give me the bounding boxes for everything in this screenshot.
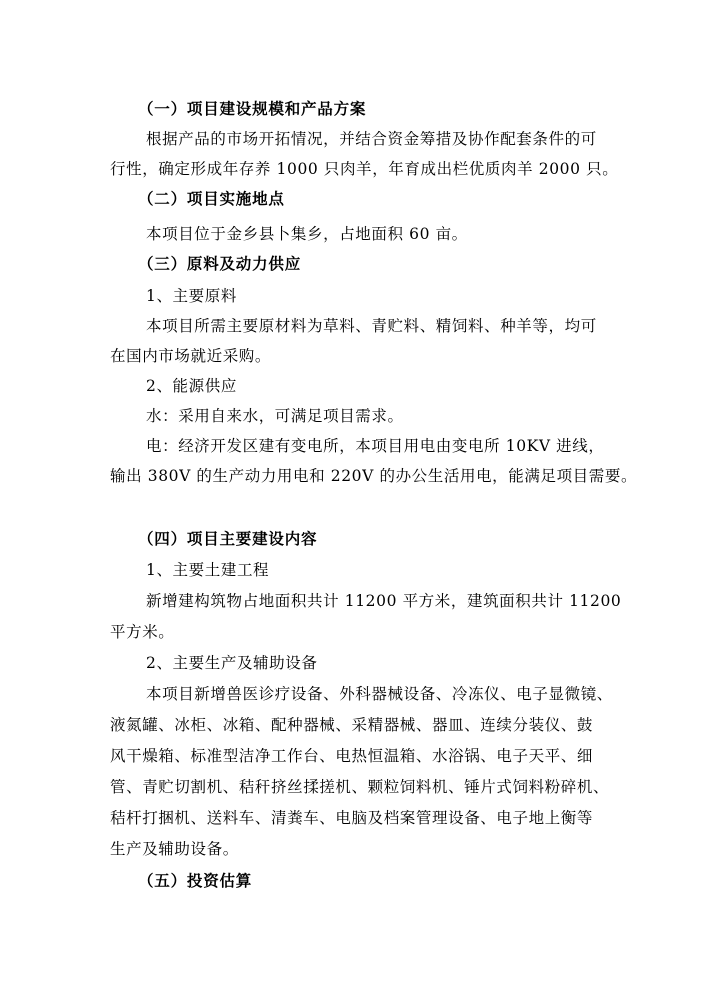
section-heading-construction: （四）项目主要建设内容 [138,530,318,548]
subheading-energy: 2、能源供应 [146,377,237,395]
section-heading-location: （二）项目实施地点 [138,190,285,208]
subheading-equipment: 2、主要生产及辅助设备 [146,654,318,672]
paragraph-line: 根据产品的市场开拓情况，并结合资金筹措及协作配套条件的可 [146,130,597,148]
subheading-civil-works: 1、主要土建工程 [146,561,270,579]
paragraph-line: 电：经济开发区建有变电所，本项目用电由变电所 10KV 进线， [146,437,605,455]
paragraph-line: 新增建构筑物占地面积共计 11200 平方米，建筑面积共计 11200 [146,592,622,610]
subheading-materials: 1、主要原料 [146,287,237,305]
paragraph-line: 水：采用自来水，可满足项目需求。 [146,407,404,425]
section-heading-investment: （五）投资估算 [138,872,253,890]
section-heading-supply: （三）原料及动力供应 [138,255,302,273]
paragraph-line: 生产及辅助设备。 [110,840,239,858]
paragraph-line: 输出 380V 的生产动力用电和 220V 的办公生活用电，能满足项目需要。 [110,467,638,485]
paragraph-line: 风干燥箱、标准型洁净工作台、电热恒温箱、水浴锅、电子天平、细 [110,747,594,765]
paragraph-line: 在国内市场就近采购。 [110,347,272,365]
paragraph-line: 本项目位于金乡县卜集乡，占地面积 60 亩。 [146,225,468,243]
paragraph-line: 平方米。 [110,623,175,641]
paragraph-line: 本项目新增兽医诊疗设备、外科器械设备、冷冻仪、电子显微镜、 [146,685,613,703]
paragraph-line: 行性，确定形成年存养 1000 只肉羊，年育成出栏优质肉羊 2000 只。 [110,160,619,178]
paragraph-line: 液氮罐、冰柜、冰箱、配种器械、采精器械、器皿、连续分装仪、鼓 [110,716,594,734]
paragraph-line: 管、青贮切割机、秸秆挤丝揉搓机、颗粒饲料机、锤片式饲料粉碎机、 [110,778,610,796]
paragraph-line: 本项目所需主要原材料为草料、青贮料、精饲料、种羊等，均可 [146,317,597,335]
section-heading-scale: （一）项目建设规模和产品方案 [138,100,367,118]
paragraph-line: 秸杆打捆机、送料车、清粪车、电脑及档案管理设备、电子地上衡等 [110,809,594,827]
